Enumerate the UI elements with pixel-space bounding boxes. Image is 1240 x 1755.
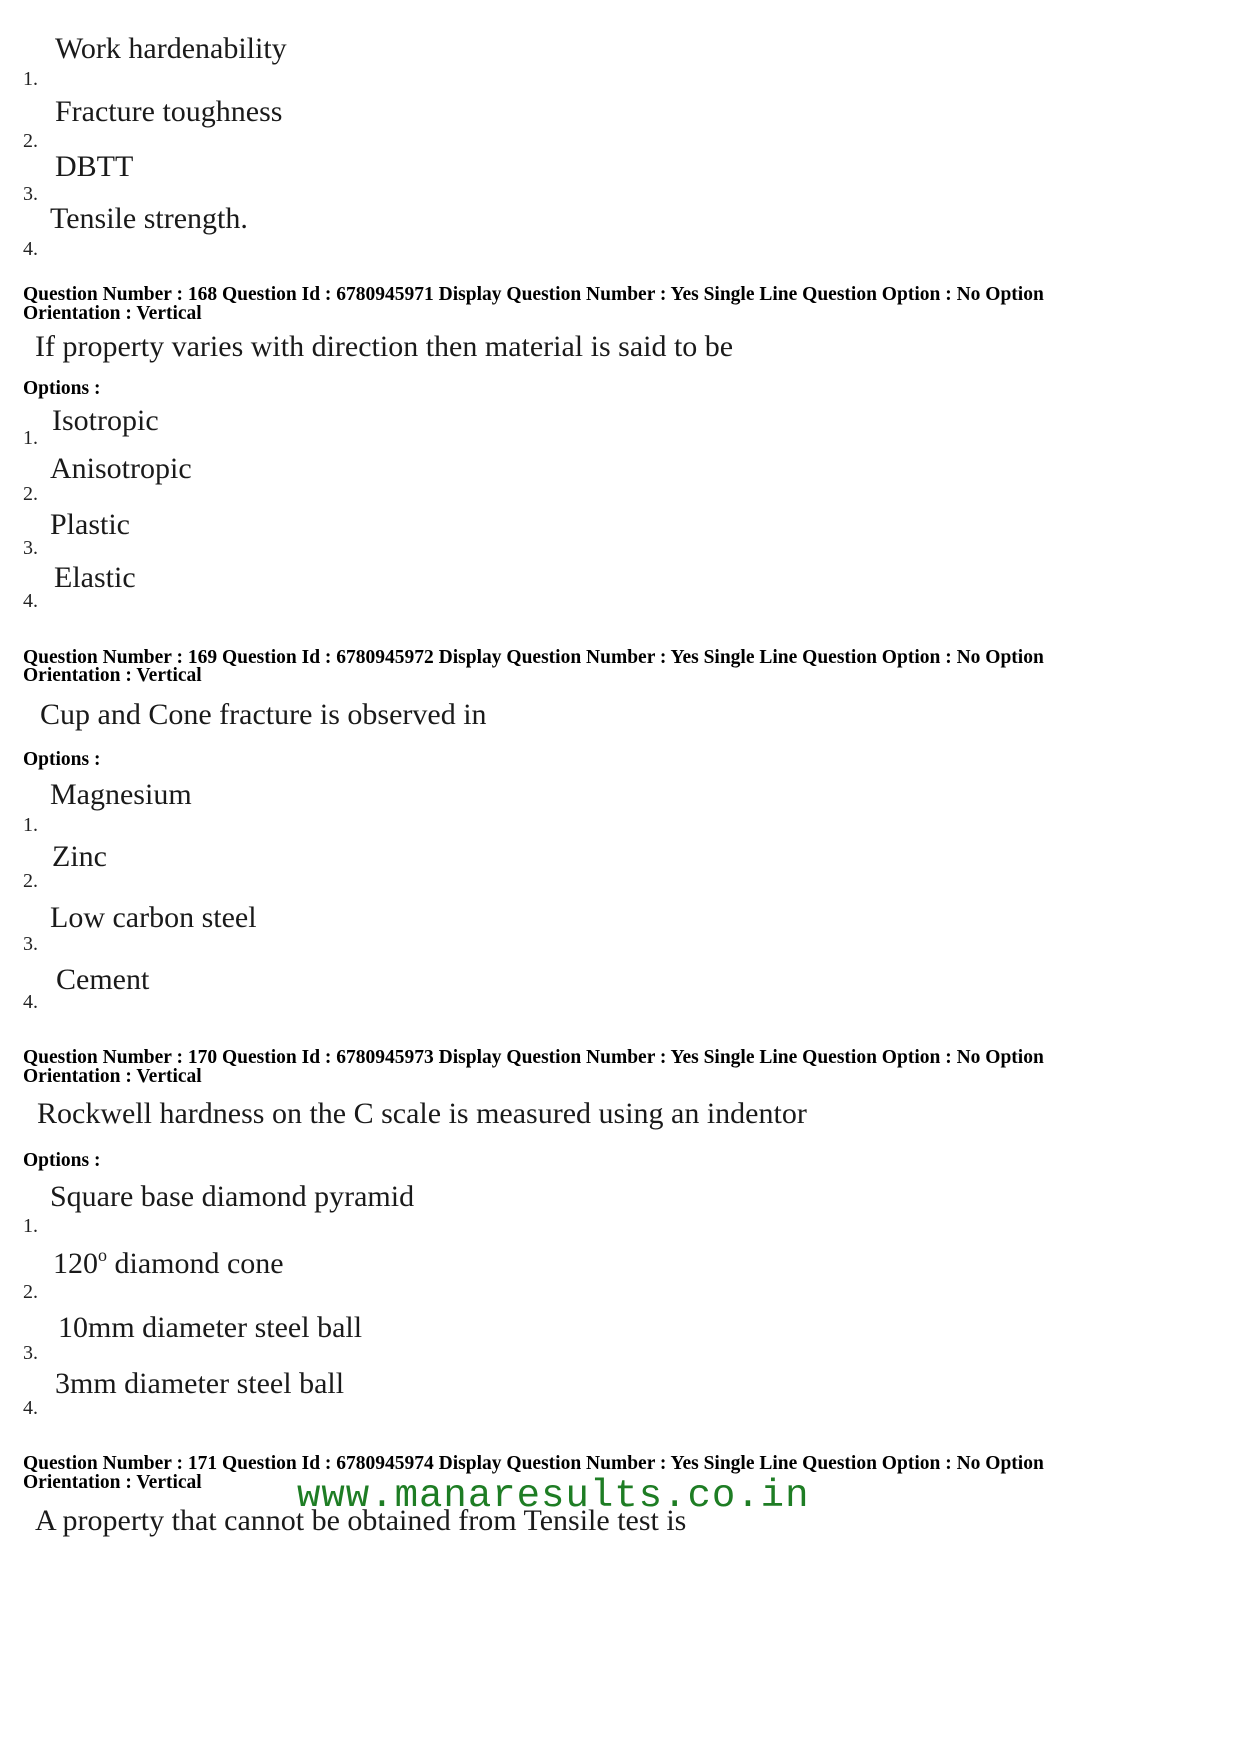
option-text: Fracture toughness xyxy=(55,95,283,128)
option-number: 1. xyxy=(23,68,38,90)
option-text: 10mm diameter steel ball xyxy=(58,1311,363,1344)
option-text-post: diamond cone xyxy=(107,1247,284,1280)
question-header-line2: Orientation : Vertical xyxy=(23,665,202,686)
option-text: Cement xyxy=(56,963,150,996)
option-number: 4. xyxy=(23,991,38,1013)
options-label: Options : xyxy=(23,749,101,770)
option-text: Work hardenability xyxy=(55,32,287,65)
option-number: 1. xyxy=(23,814,38,836)
option-number: 2. xyxy=(23,130,38,152)
option-text: Square base diamond pyramid xyxy=(50,1180,415,1213)
option-number: 2. xyxy=(23,1281,38,1303)
question-text: Rockwell hardness on the C scale is measured using an indentor xyxy=(37,1097,807,1130)
option-text-pre: 120 xyxy=(53,1247,98,1280)
option-text: Tensile strength. xyxy=(50,202,248,235)
options-label: Options : xyxy=(23,378,101,399)
option-text: Zinc xyxy=(52,840,107,873)
option-text: Elastic xyxy=(54,561,136,594)
option-text: Plastic xyxy=(50,508,130,541)
option-number: 3. xyxy=(23,1342,38,1364)
degree-superscript: o xyxy=(98,1245,107,1265)
option-number: 4. xyxy=(23,238,38,260)
option-number: 4. xyxy=(23,1397,38,1419)
question-text: If property varies with direction then material is said to be xyxy=(35,330,734,363)
option-number: 4. xyxy=(23,590,38,612)
options-label: Options : xyxy=(23,1150,101,1171)
option-text: DBTT xyxy=(55,150,134,183)
option-number: 2. xyxy=(23,870,38,892)
option-text: Magnesium xyxy=(50,778,192,811)
question-header-line2: Orientation : Vertical xyxy=(23,1472,202,1493)
question-header: Question Number : 171 Question Id : 6780945974 Display Question Number : Yes Single Line Question Option : No Option xyxy=(23,1453,1044,1474)
question-header: Question Number : 168 Question Id : 6780945971 Display Question Number : Yes Single Line Question Option : No Option xyxy=(23,284,1044,305)
option-text xyxy=(53,1247,284,1281)
option-text: Low carbon steel xyxy=(50,901,257,934)
option-number: 3. xyxy=(23,933,38,955)
option-text: Isotropic xyxy=(52,404,159,437)
question-header: Question Number : 169 Question Id : 6780945972 Display Question Number : Yes Single Line Question Option : No Option xyxy=(23,647,1044,668)
option-number: 1. xyxy=(23,427,38,449)
question-header-line2: Orientation : Vertical xyxy=(23,1066,202,1087)
question-text: Cup and Cone fracture is observed in xyxy=(40,698,487,731)
option-number: 3. xyxy=(23,537,38,559)
option-text: Anisotropic xyxy=(50,452,192,485)
option-number: 1. xyxy=(23,1215,38,1237)
question-text: A property that cannot be obtained from Tensile test is xyxy=(35,1504,687,1537)
option-text: 3mm diameter steel ball xyxy=(55,1367,345,1400)
question-header: Question Number : 170 Question Id : 6780945973 Display Question Number : Yes Single Line Question Option : No Option xyxy=(23,1047,1044,1068)
watermark: www.manaresults.co.in xyxy=(297,1474,810,1518)
question-header-line2: Orientation : Vertical xyxy=(23,303,202,324)
option-number: 2. xyxy=(23,483,38,505)
option-number: 3. xyxy=(23,183,38,205)
